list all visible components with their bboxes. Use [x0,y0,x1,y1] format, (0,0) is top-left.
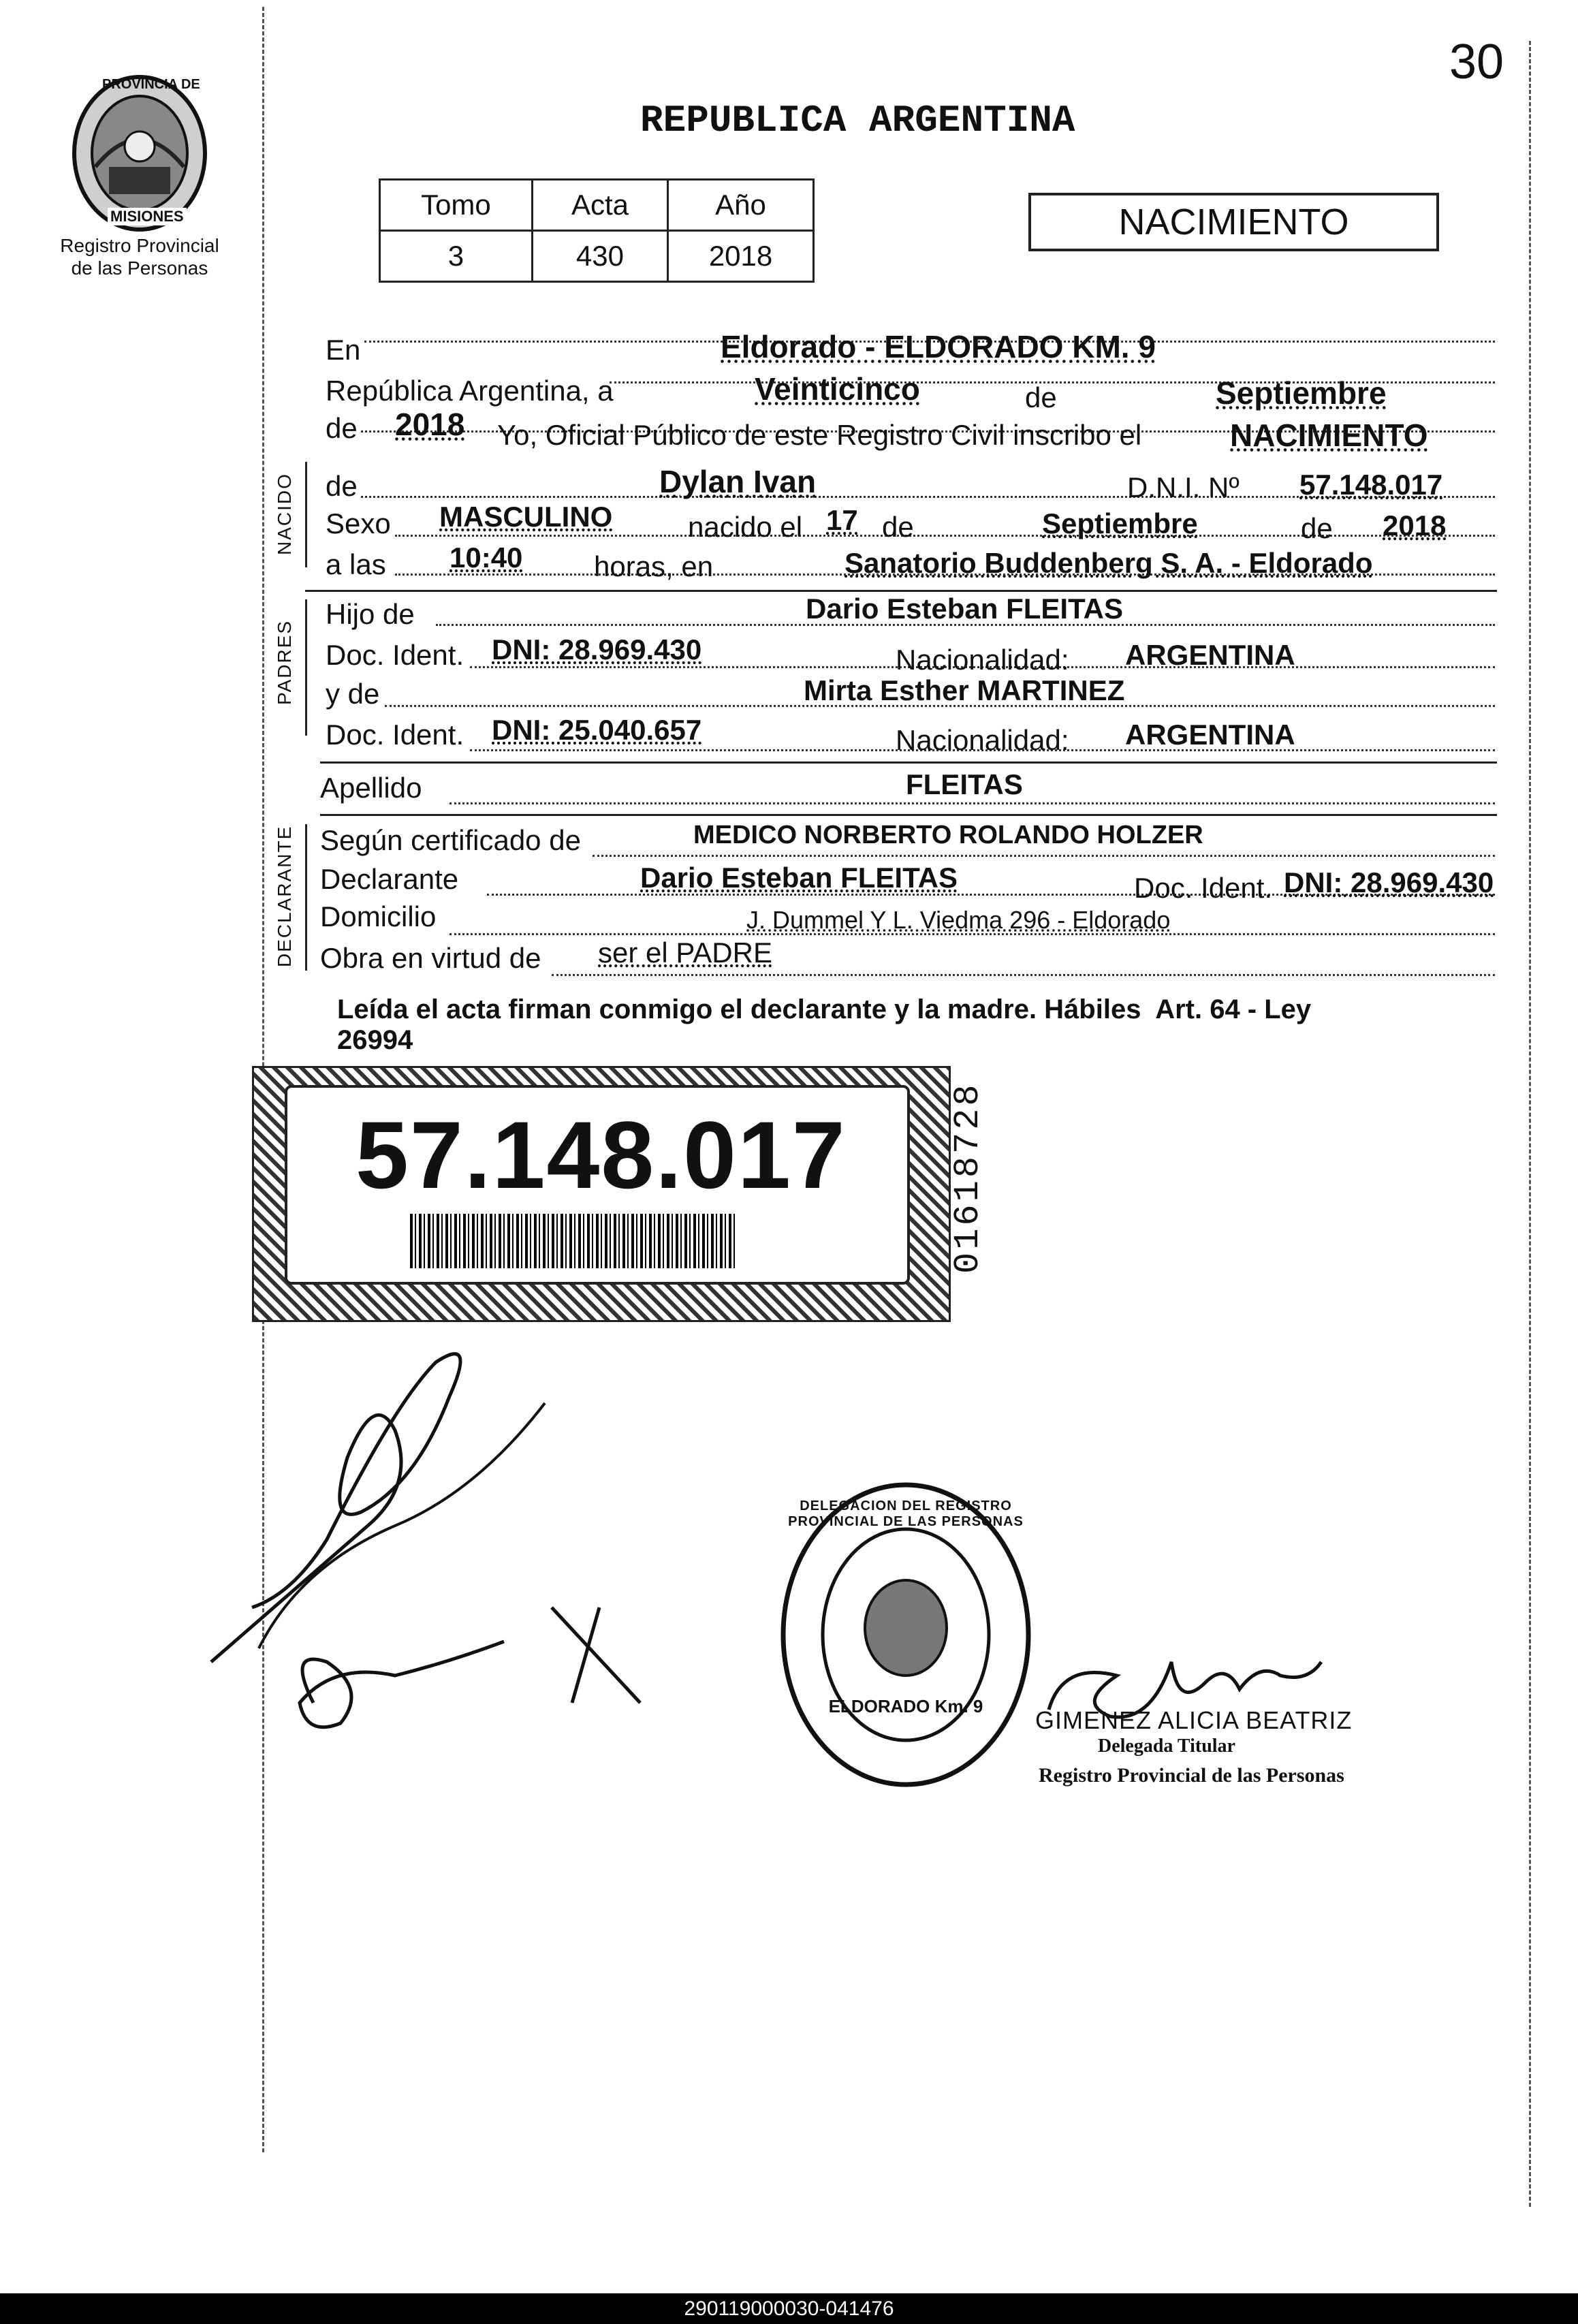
table-value-anio: 2018 [668,231,814,282]
apellido-divider [320,814,1497,816]
declarante-doc-label: Doc. Ident. [1134,872,1273,904]
birth-time-value: 10:40 [449,541,523,574]
footer-code: 290119000030-041476 [684,2297,894,2320]
footer-bar [0,2293,1578,2324]
declarante-section-bar [305,824,307,971]
y-de-label: y de [326,678,380,710]
mother-doc-value: DNI: 25.040.657 [492,714,702,746]
table-header-anio: Año [668,180,814,231]
table-value-acta: 430 [532,231,667,282]
sexo-value: MASCULINO [439,501,613,533]
birth-de2-label: de [1301,512,1333,544]
obra-value: ser el PADRE [598,937,772,969]
declarante-label: Declarante [320,863,459,895]
birth-day-value: 17 [826,504,858,536]
declarante-section-label: DECLARANTE [274,825,295,967]
emblem-text-top: PROVINCIA DE [102,77,200,92]
record-type-box [1028,193,1439,251]
stamp-ring-text: DELEGACION DEL REGISTRO PROVINCIAL DE LAS PERSONAS [788,1498,1024,1529]
month-value: Septiembre [1216,375,1387,411]
apellido-value: FLEITAS [906,768,1023,800]
a-las-label: a las [326,548,386,580]
mother-name-value: Mirta Esther MARTINEZ [804,674,1125,706]
de-label: de [1025,381,1057,413]
declarante-doc-value: DNI: 28.969.430 [1284,866,1494,898]
table-header-tomo: Tomo [380,180,533,231]
mother-nac-label: Nacionalidad: [896,724,1069,756]
registry-name-line2: de las Personas [71,257,208,279]
table-value-tomo: 3 [380,231,533,282]
domicilio-value: J. Dummel Y L. Viedma 296 - Eldorado [746,906,1171,934]
certificado-label: Según certificado de [320,824,581,856]
day-words-value: Veinticinco [755,371,920,407]
emblem-text-bottom: MISIONES [108,208,187,225]
nacido-de-label: de [326,470,358,502]
dni-sticker-barcode [410,1214,737,1268]
child-dni-value: 57.148.017 [1299,469,1443,501]
birth-year-value: 2018 [1383,509,1447,541]
hijo-de-label: Hijo de [326,598,415,630]
father-nac-label: Nacionalidad: [896,644,1069,676]
birth-de-label: de [882,511,914,543]
birth-place-value: Sanatorio Buddenberg S. A. - Eldorado [845,547,1373,579]
child-name-value: Dylan Ivan [659,464,817,499]
officer-office: Registro Provincial de las Personas [1039,1764,1344,1787]
registry-name-line1: Registro Provincial [60,235,219,256]
father-nationality-value: ARGENTINA [1125,639,1295,671]
declarante-signature [191,1321,667,1730]
obra-label: Obra en virtud de [320,942,541,974]
officer-name: GIMENEZ ALICIA BEATRIZ [1035,1706,1353,1734]
apellido-label: Apellido [320,772,422,804]
officer-title: Delegada Titular [1098,1736,1235,1757]
mother-doc-label: Doc. Ident. [326,719,464,751]
nacido-el-label: nacido el [688,511,803,543]
country-title: REPUBLICA ARGENTINA [640,99,1075,142]
inscribe-type-value: NACIMIENTO [1230,418,1428,453]
record-type-label: NACIMIENTO [1118,202,1349,242]
record-table [379,178,815,283]
declarante-value: Dario Esteban FLEITAS [640,862,958,894]
sexo-label: Sexo [326,507,391,539]
birth-month-value: Septiembre [1042,507,1198,539]
stamp-inner-text: ELDORADO Km. 9 [828,1696,983,1716]
mother-nationality-value: ARGENTINA [1125,719,1295,751]
certificado-value: MEDICO NORBERTO ROLANDO HOLZER [693,821,1203,849]
province-emblem [68,72,211,235]
nacido-section-label: NACIDO [274,473,295,555]
padres-section-label: PADRES [274,619,295,705]
republica-label: República Argentina, a [326,375,614,407]
en-label: En [326,334,361,366]
dni-sticker-inner [285,1085,910,1285]
dni-label: D.N.I. Nº [1127,471,1240,503]
de-year-label: de [326,412,358,444]
nacido-divider [305,590,1497,592]
horas-label: horas, en [594,550,714,582]
father-doc-label: Doc. Ident. [326,639,464,671]
closing-line-1: Leída el acta firman conmigo el declarante y la madre. Hábiles Art. 64 - Ley [337,994,1312,1024]
table-header-acta: Acta [532,180,667,231]
oficial-text: Yo, Oficial Público de este Registro Civil inscribo el [497,419,1142,451]
padres-section-bar [305,599,307,736]
nacido-section-bar [305,462,307,567]
year-value: 2018 [395,407,465,442]
father-doc-value: DNI: 28.969.430 [492,633,702,665]
father-name-value: Dario Esteban FLEITAS [806,593,1123,625]
closing-line-2: 26994 [337,1025,413,1055]
place-value: Eldorado - ELDORADO KM. 9 [721,329,1156,364]
dni-sticker-serial: 01618728 [948,1082,988,1274]
dni-sticker-number: 57.148.017 [356,1101,847,1208]
right-margin-line [1529,41,1531,2207]
official-stamp [776,1478,1035,1791]
domicilio-label: Domicilio [320,900,437,932]
dni-sticker [252,1066,951,1322]
padres-divider [320,761,1497,764]
page-number: 30 [1449,35,1504,89]
